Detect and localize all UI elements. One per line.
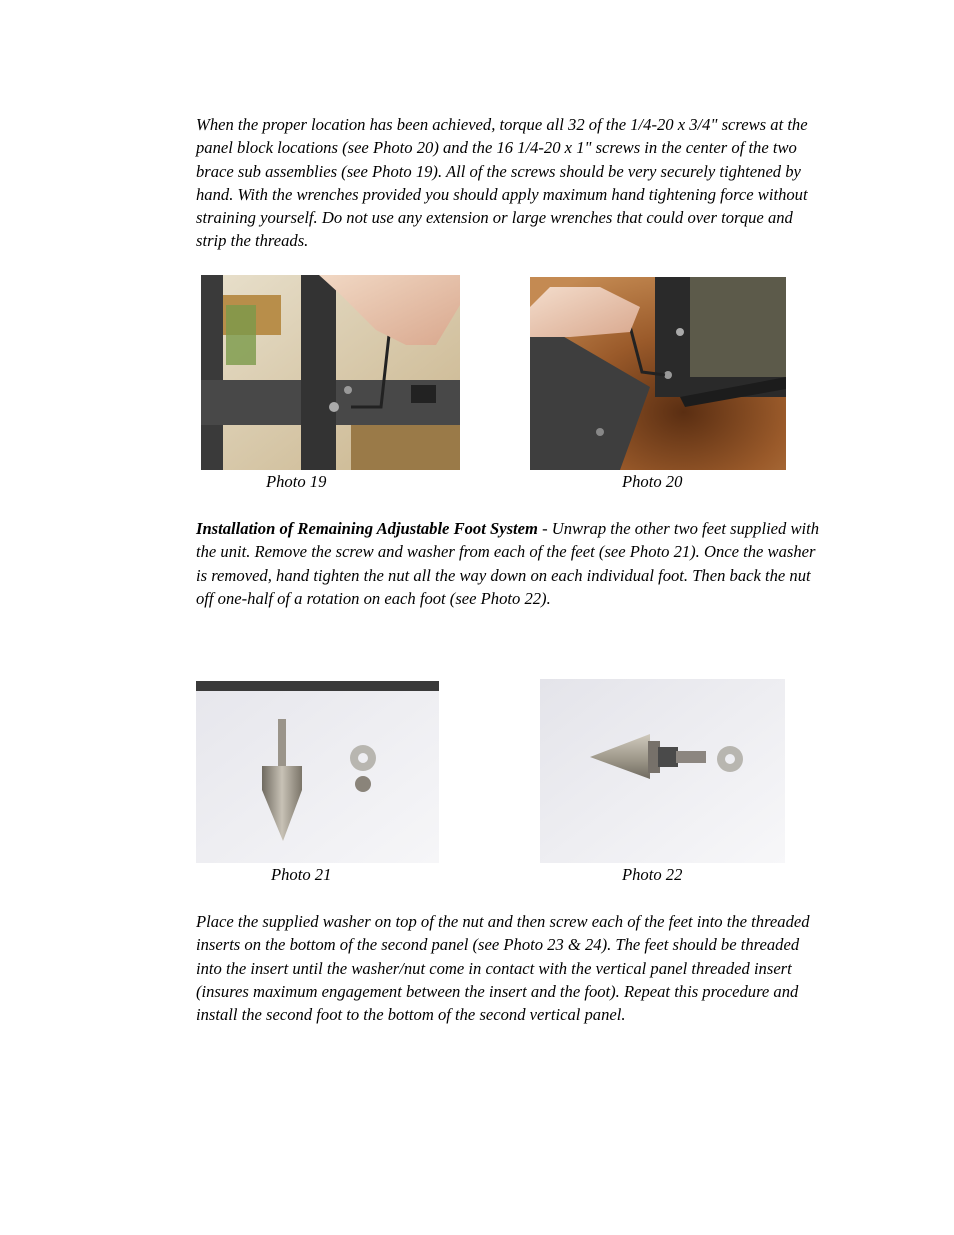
photo-22-caption: Photo 22: [622, 865, 683, 884]
paragraph-remaining-foot-system: [196, 517, 826, 610]
paragraph-foot-instructions: - Unwrap the other two feet supplied with the unit. Remove the screw and washer from each of the feet (see Photo 21). Once the washer is removed, hand tighten the nut all the way down on each individual foot. Then back the nut off one-half of a rotation on each foot (see Photo 22).: [196, 519, 820, 608]
photo-21-foot-parts: [196, 681, 439, 863]
photo-22-foot-with-nut: [540, 679, 785, 863]
photo-21-caption: Photo 21: [271, 865, 332, 884]
photo-19-caption: Photo 19: [266, 472, 327, 491]
photo-20-panel-block-screw: [530, 277, 786, 470]
section-heading-adjustable-foot: Installation of Remaining Adjustable Foot System: [196, 519, 538, 538]
photo-19-brace-screw: [201, 275, 460, 470]
paragraph-torque-screws: When the proper location has been achieved, torque all 32 of the 1/4-20 x 3/4" screws at the panel block locations (see Photo 20) and the 16 1/4-20 x 1" screws in the center of the two brace sub assemblies (see Photo 19). All of the screws should be very securely tightened by hand. With the wrenches provided you should apply maximum hand tightening force without straining yourself. Do not use any extension or large wrenches that could over torque and strip the threads.: [196, 115, 808, 251]
paragraph-install-feet: Place the supplied washer on top of the nut and then screw each of the feet into the threaded inserts on the bottom of the second panel (see Photo 23 & 24). The feet should be threaded into the insert until the washer/nut come in contact with the vertical panel threaded insert (insures maximum engagement between the insert and the foot). Repeat this procedure and install the second foot to the bottom of the second vertical panel.: [196, 912, 810, 1025]
photo-20-caption: Photo 20: [622, 472, 683, 491]
